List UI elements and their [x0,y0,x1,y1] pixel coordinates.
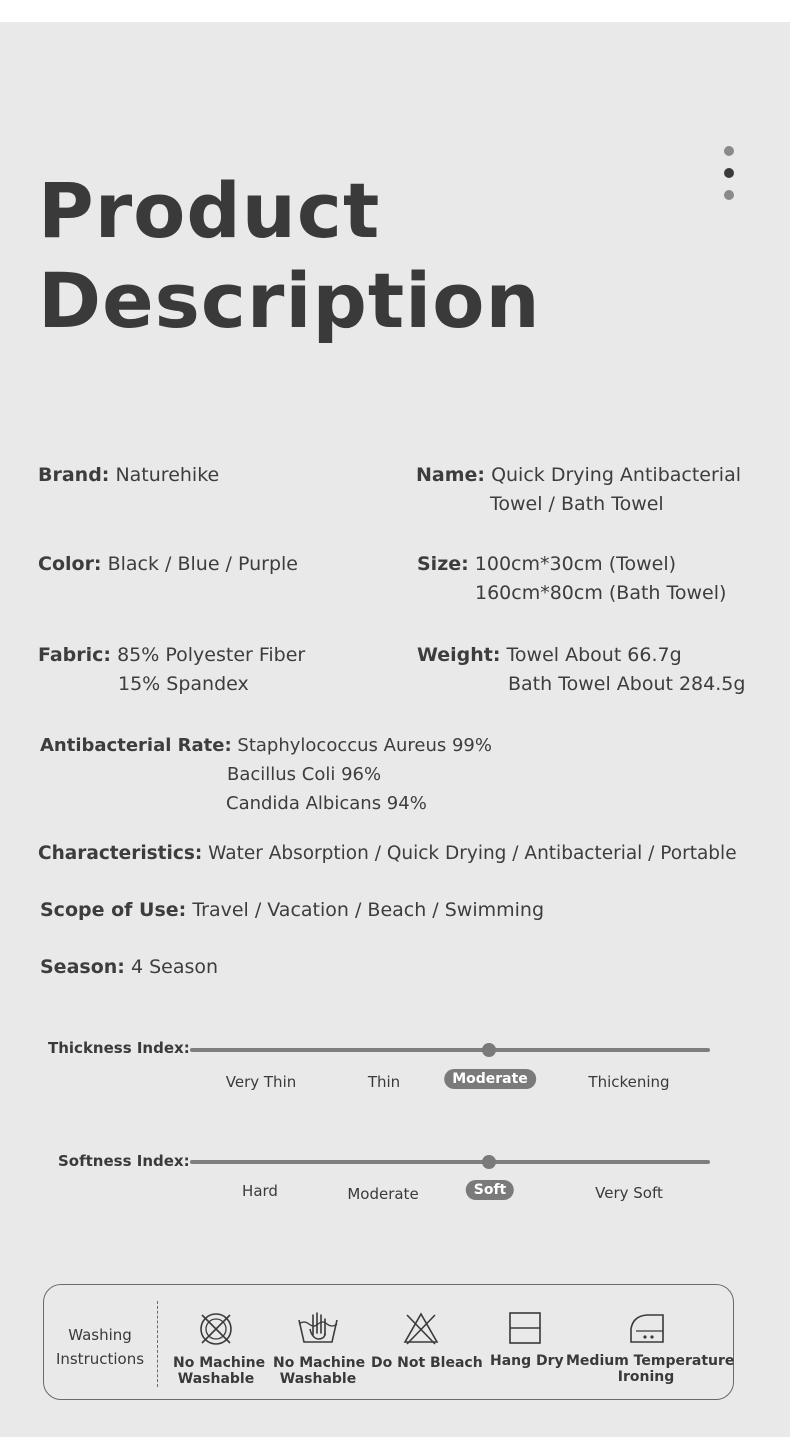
spec-label: Name: [416,464,486,486]
title-line-2: Description [38,256,541,345]
spec-weight [417,641,745,699]
spec-brand [38,461,219,490]
wash-label: No Machine Washable [173,1355,266,1387]
hang-dry-icon [508,1311,542,1345]
wash-item [371,1311,483,1371]
softness-option: Very Soft [595,1184,663,1202]
spec-value: Towel About 66.7g [506,644,682,666]
no-hand-wash-icon [296,1311,340,1347]
softness-option-selected: Soft [466,1180,514,1200]
spec-label: Weight: [417,644,501,666]
title-line-1: Product [38,166,381,255]
softness-index-label: Softness Index: [58,1152,190,1170]
spec-value: Quick Drying Antibacterial [491,464,742,486]
wash-item [173,1311,266,1387]
thickness-option: Very Thin [225,1073,297,1091]
washing-title-line: Washing [68,1326,132,1344]
washing-title [50,1323,150,1371]
spec-label: Color: [38,553,102,575]
thickness-track [190,1048,710,1052]
pagination-dots [724,146,734,212]
dot-indicator [724,190,734,200]
spec-label: Scope of Use: [40,899,187,921]
washing-title-line: Instructions [55,1350,145,1368]
spec-antibacterial [40,731,492,818]
thickness-knob [482,1043,496,1057]
spec-value: 160cm*80cm (Bath Towel) [475,582,727,604]
spec-value: 4 Season [130,956,219,978]
spec-fabric [38,641,305,699]
medium-iron-icon [625,1311,667,1345]
wash-item [490,1311,564,1369]
spec-value: 15% Spandex [118,673,249,695]
no-bleach-icon [402,1311,440,1347]
spec-value: Candida Albicans 94% [226,793,427,814]
thickness-option: Thickening [588,1073,670,1091]
wash-label: Hang Dry [490,1353,564,1369]
wash-item [273,1311,366,1387]
spec-value: 85% Polyester Fiber [117,644,306,666]
spec-value: Black / Blue / Purple [107,553,298,575]
divider [157,1301,158,1387]
softness-option: Moderate [347,1185,419,1203]
spec-name [416,461,741,519]
softness-knob [482,1155,496,1169]
spec-label: Size: [417,553,469,575]
softness-option: Hard [242,1182,278,1200]
washing-instructions [43,1284,734,1400]
spec-color [38,550,298,579]
spec-label: Fabric: [38,644,112,666]
softness-track [190,1160,710,1164]
wash-label: Do Not Bleach [371,1355,483,1371]
dot-indicator [724,146,734,156]
wash-item [566,1311,735,1385]
spec-value: Towel / Bath Towel [490,493,664,515]
wash-label: No Machine Washable [273,1355,366,1387]
spec-label: Characteristics: [38,843,203,864]
thickness-index-label: Thickness Index: [48,1039,190,1057]
spec-value: Bath Towel About 284.5g [508,673,746,695]
spec-label: Antibacterial Rate: [40,735,232,756]
spec-size [417,550,726,608]
spec-label: Brand: [38,464,110,486]
dot-indicator-active [724,168,734,178]
thickness-option: Thin [367,1073,401,1091]
spec-value: Travel / Vacation / Beach / Swimming [192,899,545,921]
no-machine-wash-icon [198,1311,234,1347]
spec-scope [40,896,544,925]
spec-value: Staphylococcus Aureus 99% [237,735,492,756]
spec-value: Naturehike [115,464,220,486]
spec-value: 100cm*30cm (Towel) [474,553,677,575]
spec-value: Bacillus Coli 96% [227,764,382,785]
page-title [38,166,541,346]
spec-value: Water Absorption / Quick Drying / Antibacterial / Portable [208,843,737,864]
spec-season [40,953,218,982]
spec-characteristics [38,839,737,868]
wash-label: Medium Temperature Ironing [566,1353,735,1385]
thickness-option-selected: Moderate [444,1069,536,1089]
spec-label: Season: [40,956,125,978]
